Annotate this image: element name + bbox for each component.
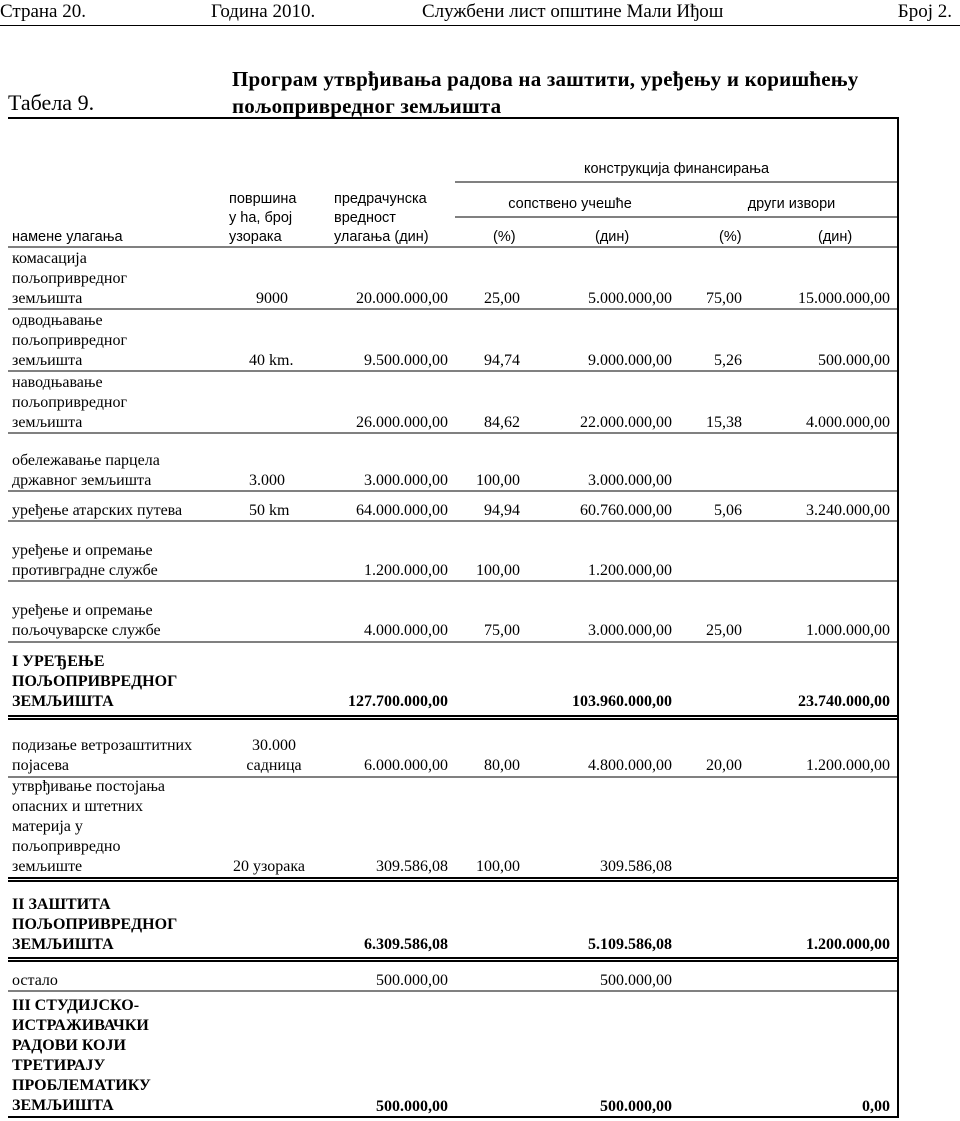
row-label: одводњавање пољопривредног земљишта [12, 312, 128, 369]
column-header-estimated-value: предрачунска вредност улагања (дин) [334, 191, 429, 245]
subtotal-value: 500.000,00 [376, 1098, 448, 1115]
row-own-percent: 80,00 [484, 757, 520, 774]
subtotal-value: 6.309.586,08 [364, 936, 448, 953]
row-own-percent: 100,00 [476, 562, 520, 579]
row-own-percent: 94,94 [484, 502, 520, 519]
row-other-amount: 1.000.000,00 [806, 622, 890, 639]
row-own-amount: 9.000.000,00 [588, 352, 672, 369]
subtotal-own-amount: 5.109.586,08 [588, 936, 672, 953]
row-value: 1.200.000,00 [364, 562, 448, 579]
page-number: Страна 20. [0, 1, 86, 22]
row-value: 20.000.000,00 [356, 290, 448, 307]
row-value: 3.000.000,00 [364, 472, 448, 489]
row-value: 309.586,08 [376, 858, 448, 875]
column-header-financing: конструкција финансирања [583, 161, 770, 177]
row-value: 6.000.000,00 [364, 757, 448, 774]
table-label: Табела 9. [8, 90, 95, 115]
row-other-amount: 1.200.000,00 [806, 757, 890, 774]
row-other-percent: 75,00 [706, 290, 742, 307]
row-own-percent: 75,00 [484, 622, 520, 639]
row-area: 30.000 садница [246, 737, 302, 774]
row-other-amount: 15.000.000,00 [798, 290, 890, 307]
column-header-own-percent: (%) [493, 229, 516, 245]
row-own-amount: 4.800.000,00 [588, 757, 672, 774]
subtotal-own-amount: 103.960.000,00 [572, 693, 672, 710]
row-label: наводњавање пољопривредног земљишта [12, 374, 128, 431]
column-header-area: површина у ha, број узорака [229, 191, 297, 245]
subtotal-value: 127.700.000,00 [348, 693, 448, 710]
year: Година 2010. [211, 1, 316, 22]
row-own-amount: 1.200.000,00 [588, 562, 672, 579]
row-area: 3.000 [249, 472, 285, 489]
row-other-percent: 25,00 [706, 622, 742, 639]
row-other-percent: 5,06 [714, 502, 742, 519]
row-value: 500.000,00 [376, 972, 448, 989]
subtotal-label: III СТУДИЈСКО- ИСТРАЖИВАЧКИ РАДОВИ КОЈИ ТРЕТИРАЈУ ПРОБЛЕМАТИКУ ЗЕМЉИШТА [12, 997, 151, 1114]
row-label: подизање ветрозаштитних појасева [12, 737, 193, 774]
column-header-purpose: намене улагања [12, 229, 123, 245]
column-header-other-amount: (дин) [818, 229, 853, 245]
column-header-other-percent: (%) [719, 229, 742, 245]
issue-number: Број 2. [897, 1, 952, 22]
row-own-percent: 94,74 [484, 352, 520, 369]
column-header-own-share: сопствено учешће [508, 196, 632, 212]
row-other-percent: 5,26 [714, 352, 742, 369]
row-label: утврђивање постојања опасних и штетних материја у пољопривредно земљиште [12, 778, 166, 875]
row-other-percent: 15,38 [706, 414, 742, 431]
row-own-amount: 60.760.000,00 [580, 502, 672, 519]
row-label: остало [12, 972, 58, 989]
subtotal-other-amount: 0,00 [862, 1098, 890, 1115]
row-own-amount: 309.586,08 [600, 858, 672, 875]
page-header [0, 0, 960, 24]
row-other-amount: 3.240.000,00 [806, 502, 890, 519]
header-divider [0, 25, 960, 26]
row-value: 26.000.000,00 [356, 414, 448, 431]
row-label: уређење и опремање противградне службе [12, 542, 158, 579]
row-own-percent: 100,00 [476, 858, 520, 875]
row-value: 64.000.000,00 [356, 502, 448, 519]
row-area: 50 km [249, 502, 290, 519]
column-header-other-sources: други извори [747, 196, 836, 212]
row-other-amount: 500.000,00 [818, 352, 890, 369]
row-other-amount: 4.000.000,00 [806, 414, 890, 431]
row-label: обележавање парцела државног земљишта [12, 452, 160, 489]
row-value: 9.500.000,00 [364, 352, 448, 369]
subtotal-label: I УРЕЂЕЊЕ ПОЉОПРИВРЕДНОГ ЗЕМЉИШТА [12, 653, 178, 710]
row-area: 9000 [256, 290, 288, 307]
row-label: уређење атарских путева [12, 502, 183, 519]
row-own-percent: 84,62 [484, 414, 520, 431]
row-own-percent: 100,00 [476, 472, 520, 489]
row-label: уређење и опремање пољочуварске службе [12, 602, 161, 639]
row-area: 20 узорака [233, 858, 305, 875]
subtotal-other-amount: 23.740.000,00 [798, 693, 890, 710]
document-title: Програм утврђивања радова на заштити, уређењу и коришћењу пољопривредног земљишта [232, 67, 859, 118]
subtotal-other-amount: 1.200.000,00 [806, 936, 890, 953]
row-own-amount: 22.000.000,00 [580, 414, 672, 431]
subtotal-own-amount: 500.000,00 [600, 1098, 672, 1115]
row-own-amount: 3.000.000,00 [588, 472, 672, 489]
row-own-amount: 5.000.000,00 [588, 290, 672, 307]
column-header-own-amount: (дин) [595, 229, 630, 245]
journal-title: Службени лист општине Мали Иђош [422, 1, 724, 22]
subtotal-label: II ЗАШТИТА ПОЉОПРИВРЕДНОГ ЗЕМЉИШТА [12, 896, 178, 953]
row-label: комасација пољопривредног земљишта [12, 250, 128, 307]
row-own-amount: 3.000.000,00 [588, 622, 672, 639]
row-other-percent: 20,00 [706, 757, 742, 774]
row-own-percent: 25,00 [484, 290, 520, 307]
row-value: 4.000.000,00 [364, 622, 448, 639]
row-own-amount: 500.000,00 [600, 972, 672, 989]
row-area: 40 km. [249, 352, 294, 369]
